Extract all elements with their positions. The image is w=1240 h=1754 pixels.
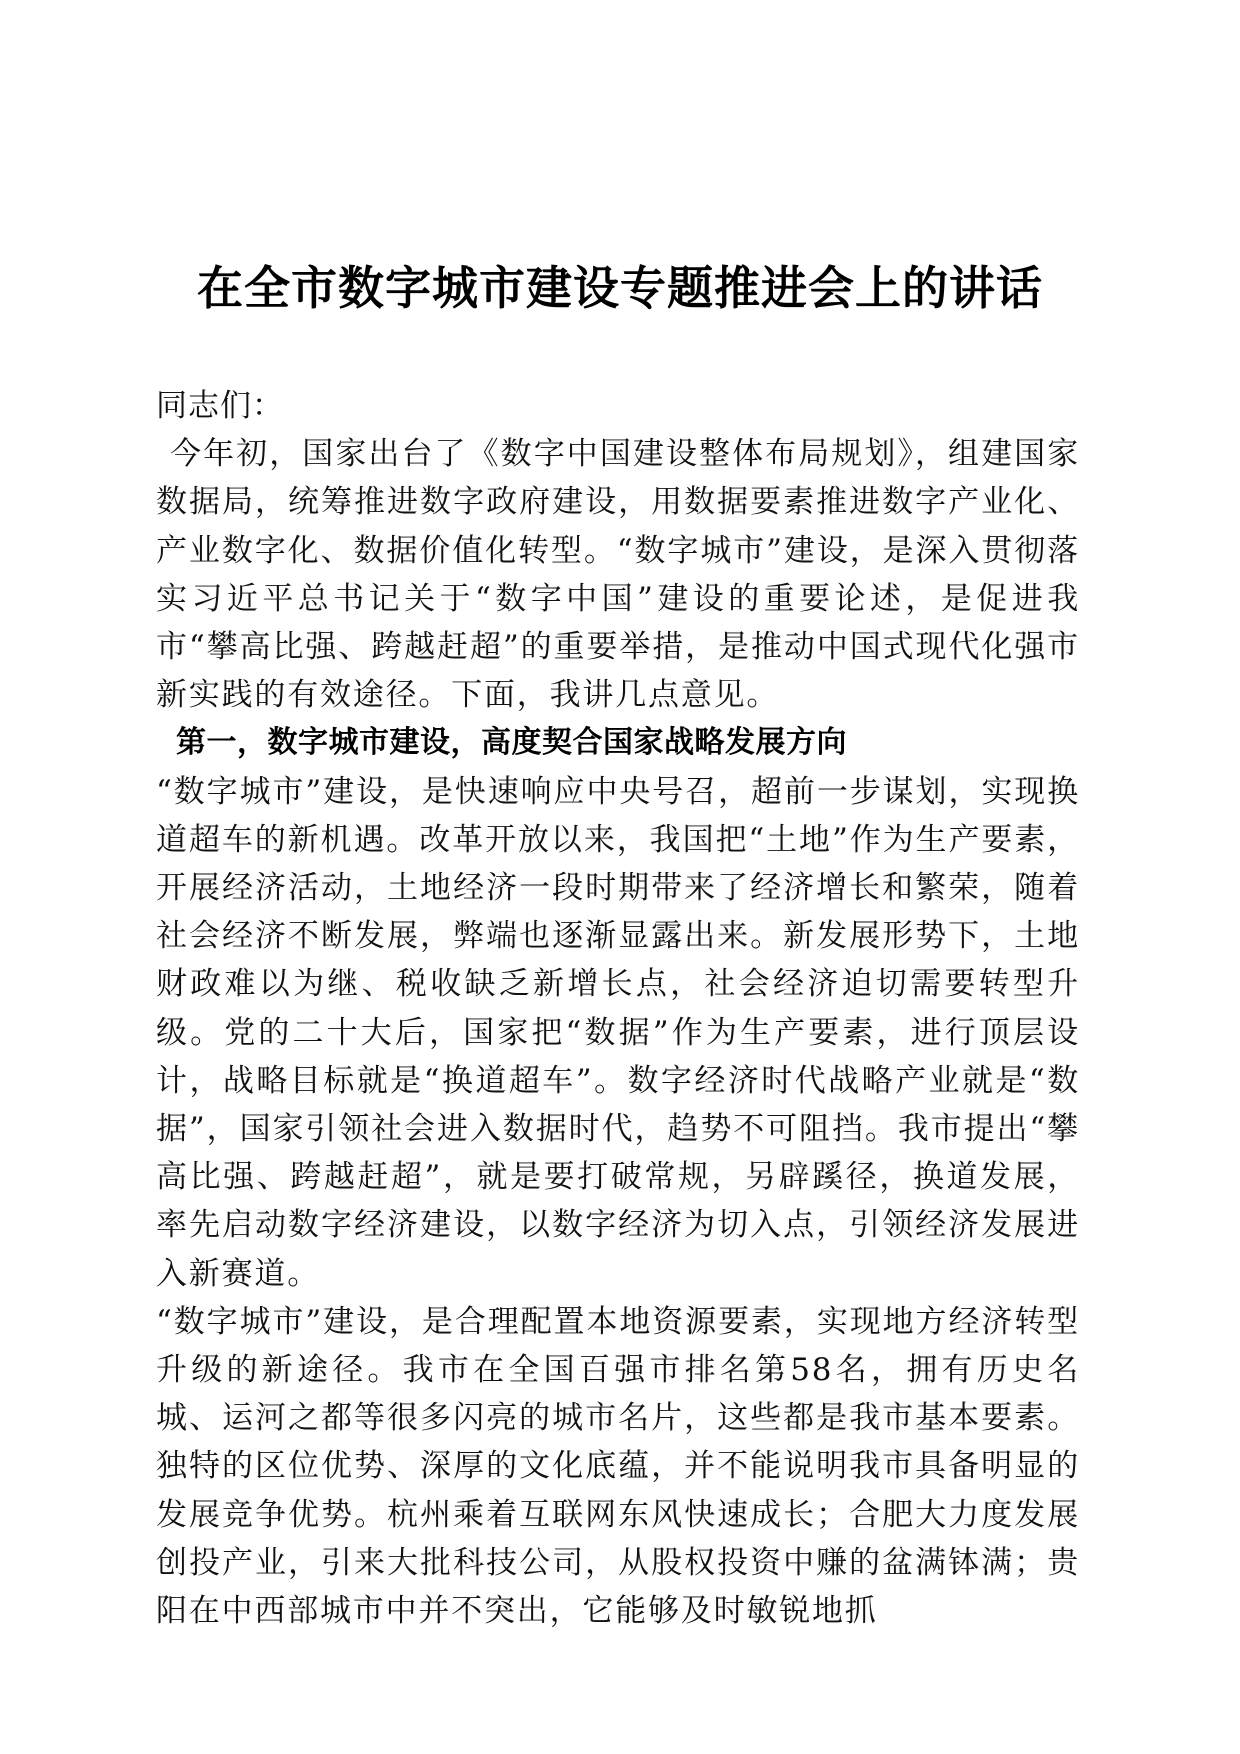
intro-paragraph: 今年初，国家出台了《数字中国建设整体布局规划》，组建国家数据局，统筹推进数字政府建设，用数据要素推进数字产业化、产业数字化、数据价值化转型。“数字城市”建设，是深入贯彻落实习近平总书记关于“数字中国”建设的重要论述，是促进我市“攀高比强、跨越赶超”的重要举措，是推动中国式现代化强市新实践的有效途径。下面，我讲几点意见。: [156, 436, 1080, 714]
document-body: [156, 382, 1080, 1635]
section-paragraph-2: “数字城市”建设，是合理配置本地资源要素，实现地方经济转型升级的新途径。我市在全国百强市排名第58名，拥有历史名城、运河之都等很多闪亮的城市名片，这些都是我市基本要素。独特的区位优势、深厚的文化底蕴，并不能说明我市具备明显的发展竞争优势。杭州乘着互联网东风快速成长；合肥大力度发展创投产业，引来大批科技公司，从股权投资中赚的盆满钵满；贵阳在中西部城市中并不突出，它能够及时敏锐地抓: [156, 1303, 1080, 1630]
section-paragraph-1: “数字城市”建设，是快速响应中央号召，超前一步谋划，实现换道超车的新机遇。改革开放以来，我国把“土地”作为生产要素，开展经济活动，土地经济一段时期带来了经济增长和繁荣，随着社会经济不断发展，弊端也逐渐显露出来。新发展形势下，土地财政难以为继、税收缺乏新增长点，社会经济迫切需要转型升级。党的二十大后，国家把“数据”作为生产要素，进行顶层设计，战略目标就是“换道超车”。数字经济时代战略产业就是“数据”，国家引领社会进入数据时代，趋势不可阻挡。我市提出“攀高比强、跨越赶超”，就是要打破常规，另辟蹊径，换道发展，率先启动数字经济建设，以数字经济为切入点，引领经济发展进入新赛道。: [156, 773, 1080, 1292]
salutation: 同志们：: [156, 388, 284, 424]
section-heading: 第一，数字城市建设，高度契合国家战略发展方向: [176, 725, 847, 761]
document-title: 在全市数字城市建设专题推进会上的讲话: [197, 261, 1043, 315]
